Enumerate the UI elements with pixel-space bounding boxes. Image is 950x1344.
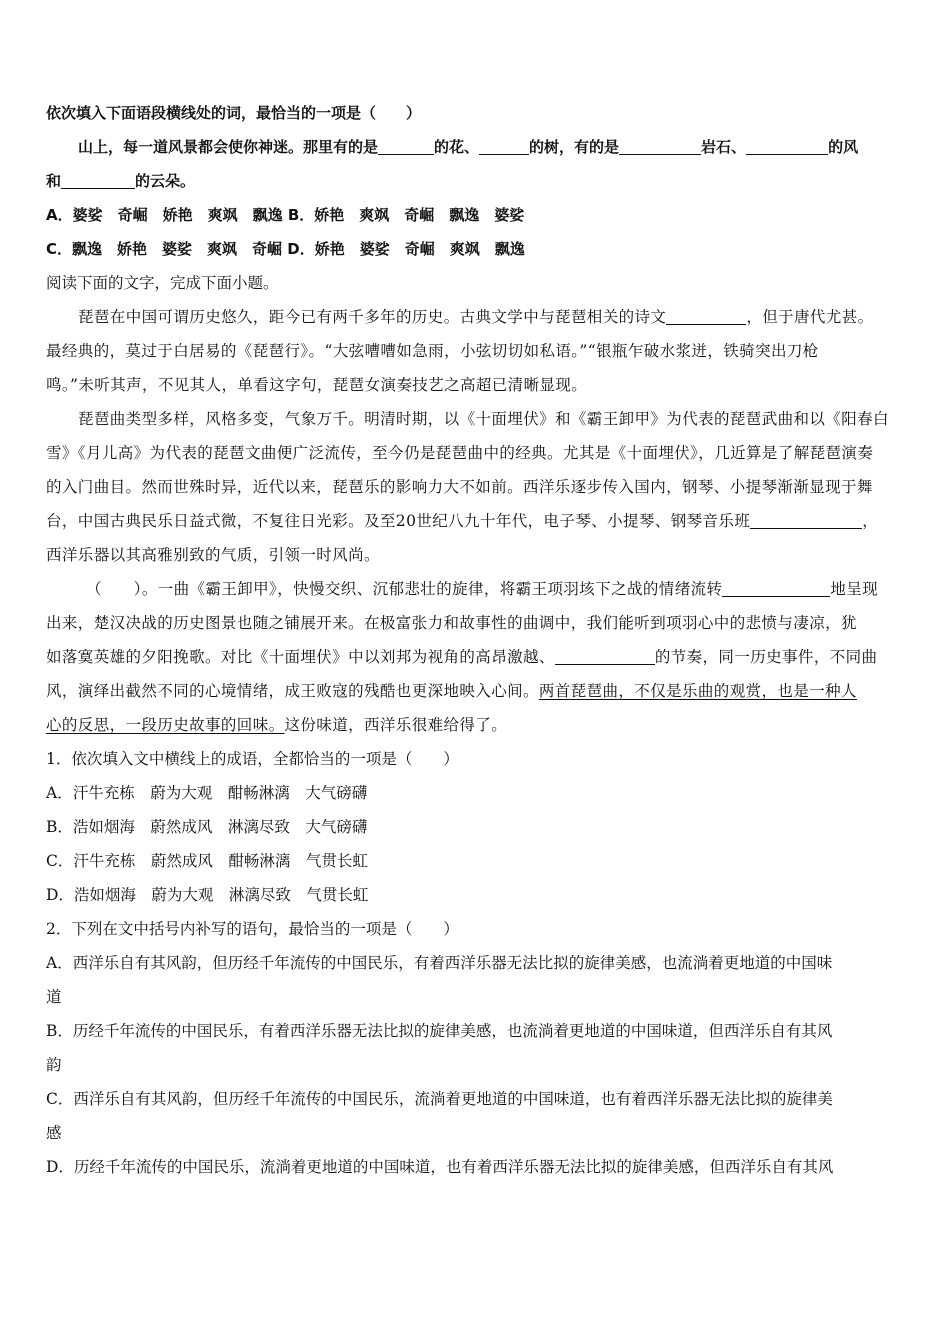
- q2-option-b[interactable]: B．历经千年流传的中国民乐，有着西洋乐器无法比拟的旋律美感，也流淌着更地道的中国味道，但西洋乐自有其风: [46, 1022, 833, 1040]
- reading-line-9: [46, 572, 906, 606]
- reading-line-5: 雪》《月儿高》为代表的琵琶文曲便广泛流传，至今仍是琵琶曲中的经典。尤其是《十面埋伏》，几近算是了解琵琶演奏: [46, 444, 874, 462]
- passage-text: 的花、: [434, 138, 480, 156]
- option-c[interactable]: C．飘逸 娇艳 婆娑 爽飒 奇崛: [46, 240, 283, 258]
- blank-line: [750, 512, 862, 529]
- reading-line-2: 最经典的，莫过于白居易的《琵琶行》。“大弦嘈嘈如急雨，小弦切切如私语。”“银瓶乍破水浆迸，铁骑突出刀枪: [46, 342, 819, 360]
- underlined-sentence: 两首琵琶曲，不仅是乐曲的观赏，也是一种人: [538, 682, 857, 700]
- blank-line: [555, 648, 655, 665]
- passage-text: （ ）。一曲《霸王卸甲》，快慢交织、沉郁悲壮的旋律，将霸王项羽垓下之战的情绪流转: [86, 580, 723, 598]
- passage-text: 如落寞英雄的夕阳挽歌。对比《十面埋伏》中以刘邦为视角的高昂激越、: [46, 648, 555, 666]
- blank-line: [479, 138, 529, 155]
- passage-text: 台，中国古典民乐日益式微，不复往日光彩。及至20世纪八九十年代，电子琴、小提琴、钢琴音乐班: [46, 512, 751, 530]
- passage-text: 的节奏，同一历史事件，不同曲: [654, 648, 878, 666]
- reading-line-7: [46, 504, 906, 538]
- passage-text: ，: [862, 512, 879, 530]
- passage-text: 风，演绎出截然不同的心境情绪，成王败寇的残酷也更深地映入心间。: [46, 682, 539, 700]
- q2-stem: 2．下列在文中括号内补写的语句，最恰当的一项是（ ）: [46, 920, 459, 938]
- blank-line: [666, 308, 746, 325]
- fill-options-ab: [46, 198, 906, 232]
- blank-line: [746, 138, 828, 155]
- q2-option-a-cont[interactable]: 道: [46, 988, 62, 1006]
- reading-line-13: [46, 708, 906, 742]
- reading-line-11: [46, 640, 906, 674]
- fill-options-cd: [46, 232, 906, 266]
- fill-question-passage-line-2: [46, 164, 906, 198]
- reading-line-12: [46, 674, 906, 708]
- passage-text: 和: [46, 172, 62, 190]
- passage-text: 琵琶在中国可谓历史悠久，距今已有两千多年的历史。古典文学中与琵琶相关的诗文: [78, 308, 667, 326]
- option-b[interactable]: B．娇艳 爽飒 奇崛 飘逸 婆娑: [287, 206, 525, 224]
- passage-text: 岩石、: [701, 138, 747, 156]
- q1-option-a[interactable]: A．汗牛充栋 蔚为大观 酣畅淋漓 大气磅礴: [46, 784, 368, 802]
- option-a[interactable]: A．婆娑 奇崛 娇艳 爽飒 飘逸: [46, 206, 283, 224]
- q1-stem: 1．依次填入文中横线上的成语，全都恰当的一项是（ ）: [46, 750, 459, 768]
- passage-text: ，但于唐代尤甚。: [746, 308, 874, 326]
- option-d[interactable]: D．娇艳 婆娑 奇崛 爽飒 飘逸: [287, 240, 525, 258]
- q1-option-d[interactable]: D．浩如烟海 蔚为大观 淋漓尽致 气贯长虹: [46, 886, 369, 904]
- blank-line: [619, 138, 701, 155]
- underlined-sentence: 心的反思，一段历史故事的回味。: [46, 716, 285, 734]
- q2-option-c-cont[interactable]: 感: [46, 1124, 62, 1142]
- passage-text: 的云朵。: [135, 172, 196, 190]
- reading-line-3: 鸣。”未听其声，不见其人，单看这字句，琵琶女演奏技艺之高超已清晰显现。: [46, 376, 588, 394]
- passage-text: 地呈现: [830, 580, 879, 598]
- q2-option-c[interactable]: C．西洋乐自有其风韵，但历经千年流传的中国民乐，流淌着更地道的中国味道，也有着西洋乐器无法比拟的旋律美: [46, 1090, 833, 1108]
- q1-option-b[interactable]: B．浩如烟海 蔚然成风 淋漓尽致 大气磅礴: [46, 818, 368, 836]
- q2-option-a[interactable]: A．西洋乐自有其风韵，但历经千年流传的中国民乐，有着西洋乐器无法比拟的旋律美感，也流淌着更地道的中国味: [46, 954, 833, 972]
- blank-line: [378, 138, 434, 155]
- reading-line-10: 出来，楚汉决战的历史图景也随之铺展开来。在极富张力和故事性的曲调中，我们能听到项羽心中的悲愤与凄凉，犹: [46, 614, 857, 632]
- q1-option-c[interactable]: C．汗牛充栋 蔚然成风 酣畅淋漓 气贯长虹: [46, 852, 368, 870]
- q2-option-d[interactable]: D．历经千年流传的中国民乐，流淌着更地道的中国味道，也有着西洋乐器无法比拟的旋律美感，但西洋乐自有其风: [46, 1158, 834, 1176]
- fill-question-passage-line-1: [46, 130, 906, 164]
- document-page: [46, 96, 906, 1184]
- reading-line-4: 琵琶曲类型多样，风格多变，气象万千。明清时期，以《十面埋伏》和《霸王卸甲》为代表的琵琶武曲和以《阳春白: [78, 410, 889, 428]
- reading-intro: 阅读下面的文字，完成下面小题。: [46, 274, 279, 292]
- passage-text: 的树，有的是: [529, 138, 620, 156]
- passage-text: 山上，每一道风景都会使你神迷。那里有的是: [78, 138, 379, 156]
- blank-line: [61, 172, 135, 189]
- blank-line: [722, 580, 830, 597]
- passage-text: 的风: [828, 138, 859, 156]
- fill-question-stem: 依次填入下面语段横线处的词，最恰当的一项是（ ）: [46, 104, 422, 122]
- reading-line-1: [46, 300, 906, 334]
- reading-line-8: 西洋乐器以其高雅别致的气质，引领一时风尚。: [46, 546, 380, 564]
- q2-option-b-cont[interactable]: 韵: [46, 1056, 62, 1074]
- reading-line-6: 的入门曲目。然而世殊时异，近代以来，琵琶乐的影响力大不如前。西洋乐逐步传入国内，钢琴、小提琴渐渐显现于舞: [46, 478, 873, 496]
- passage-text: 这份味道，西洋乐很难给得了。: [284, 716, 508, 734]
